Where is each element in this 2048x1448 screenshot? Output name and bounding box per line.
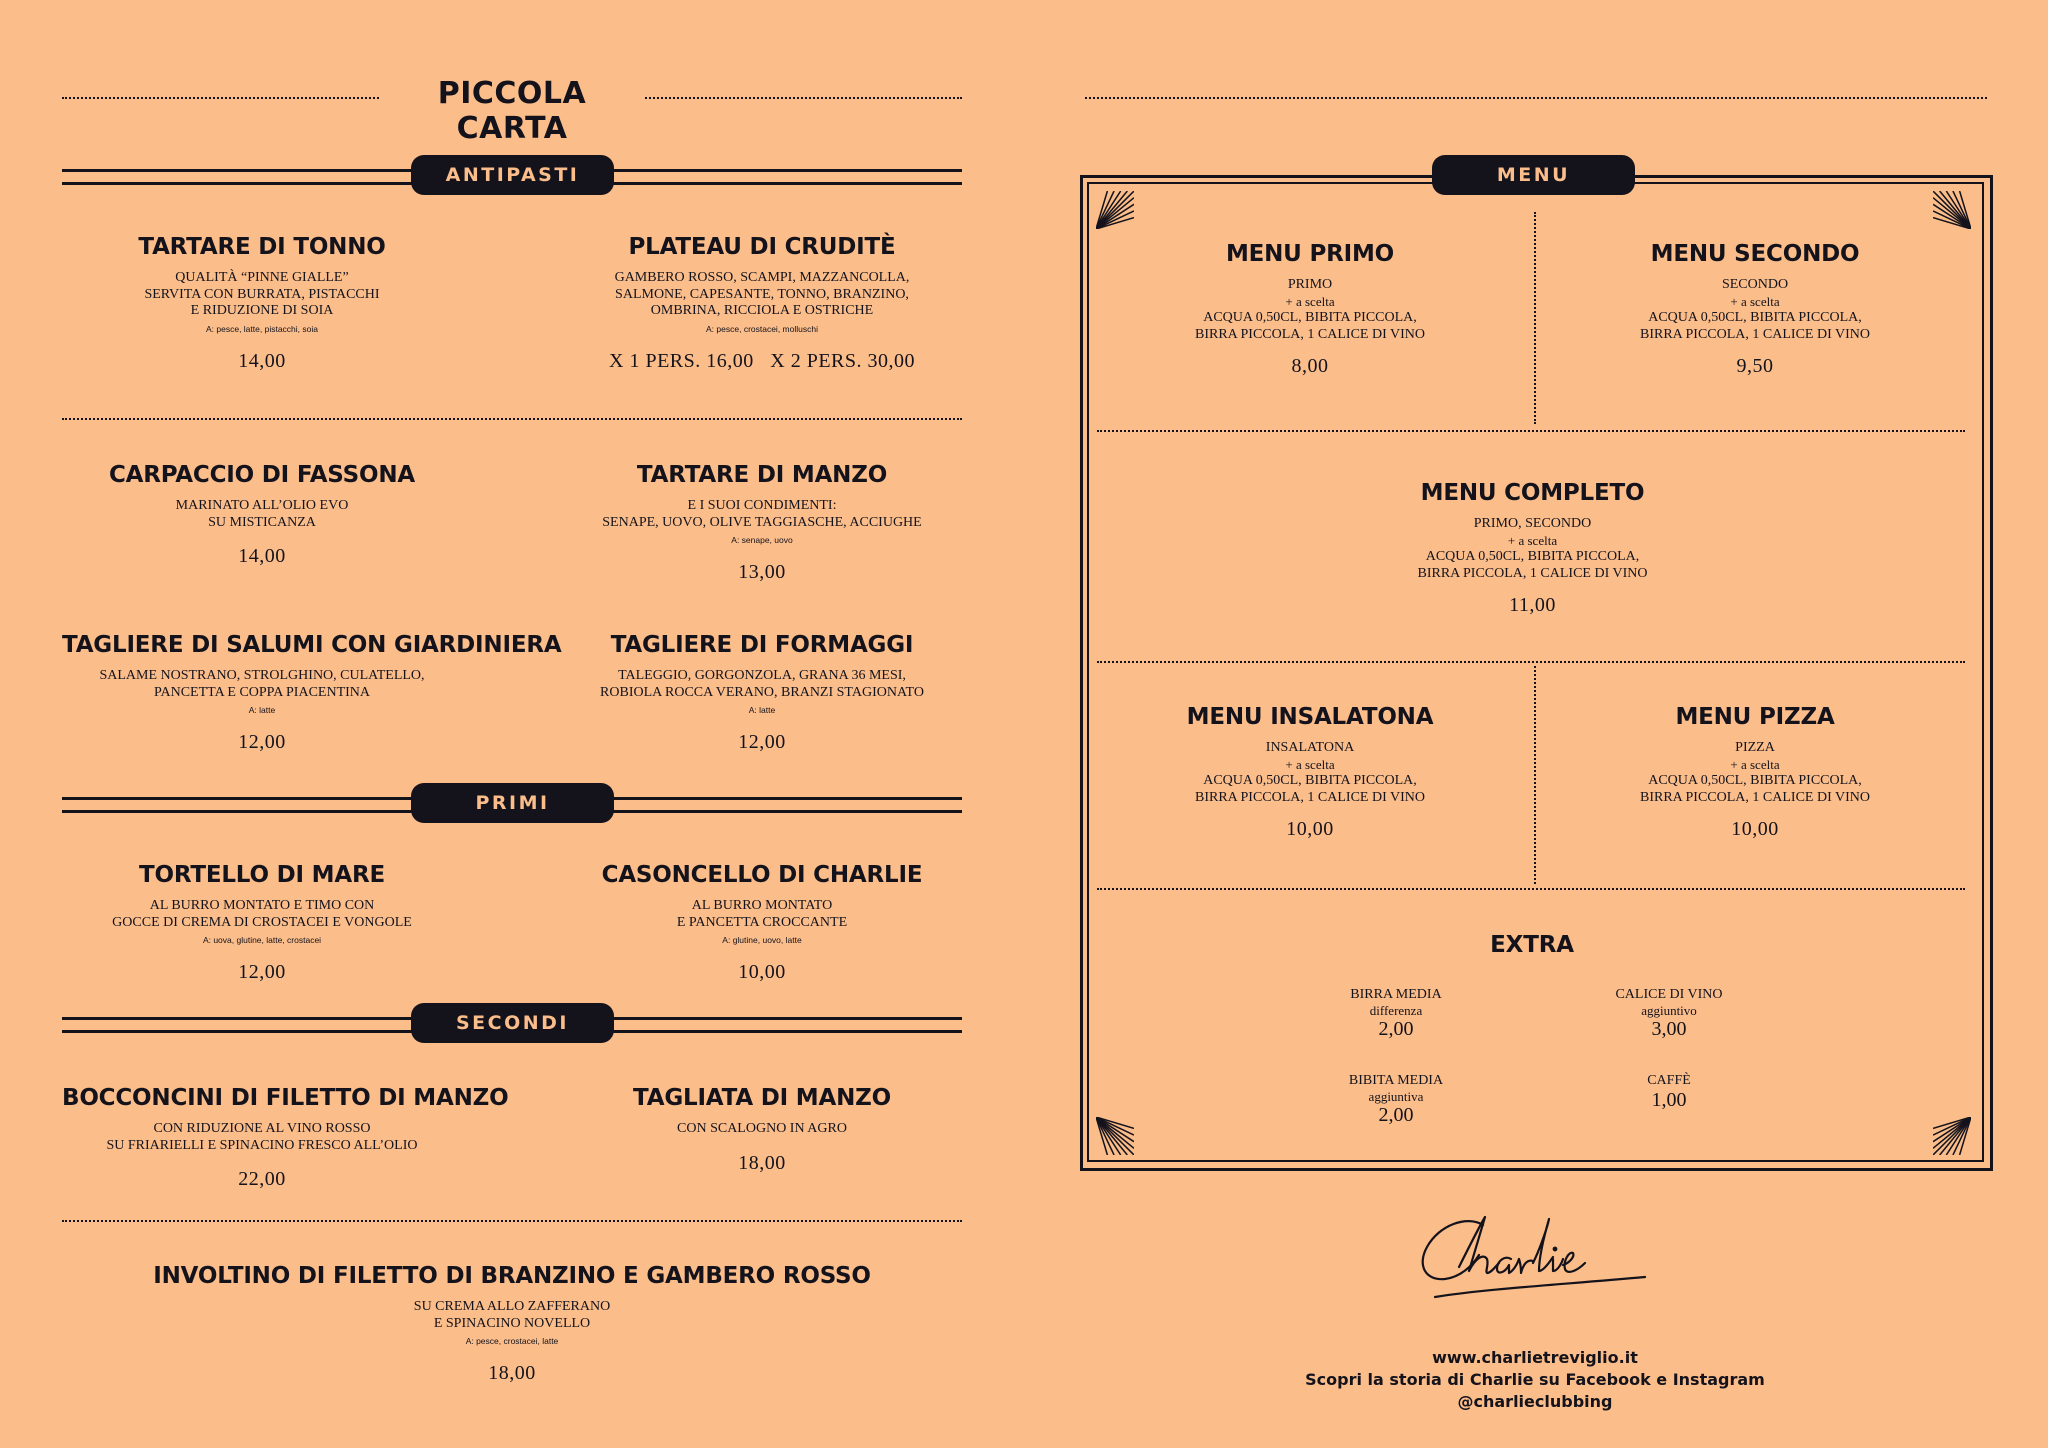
dish-desc: E RIDUZIONE DI SOIA — [190, 303, 334, 318]
extra-price: 2,00 — [1378, 1018, 1414, 1040]
dish-price: 14,00 — [238, 545, 286, 567]
fan-corner-icon — [1933, 191, 1971, 229]
dish-desc: SERVITA CON BURRATA, PISTACCHI — [144, 286, 380, 302]
dish-desc: E SPINACINO NOVELLO — [433, 1315, 591, 1331]
menu-main: PRIMO — [1287, 277, 1333, 292]
menu-main: PIZZA — [1735, 740, 1775, 755]
menu-pizza — [1565, 702, 1945, 842]
dish-allergens: A: pesce, crostacei, latte — [465, 1336, 559, 1346]
dish-desc: GOCCE DI CREMA DI CROSTACEI E VONGOLE — [112, 914, 412, 930]
menu-name: MENU INSALATONA — [1186, 704, 1434, 730]
menu-price: 8,00 — [1291, 355, 1329, 377]
menu-insalatona — [1120, 702, 1500, 842]
extra-price: 1,00 — [1651, 1089, 1687, 1111]
dish-price: 14,00 — [238, 349, 286, 372]
dish-desc: MARINATO ALL’OLIO EVO — [175, 498, 349, 513]
menu-choice: + a scelta — [1507, 532, 1558, 548]
extra-price: 3,00 — [1651, 1018, 1687, 1040]
menu-line: ACQUA 0,50CL, BIBITA PICCOLA, — [1648, 773, 1862, 788]
menu-line: ACQUA 0,50CL, BIBITA PICCOLA, — [1203, 773, 1417, 788]
dish-tagliere-di-salumi — [62, 630, 562, 755]
dish-desc: SU CREMA ALLO ZAFFERANO — [413, 1299, 611, 1314]
menu-line: BIRRA PICCOLA, 1 CALICE DI VINO — [1195, 326, 1425, 342]
dish-name: INVOLTINO DI FILETTO DI BRANZINO E GAMBERO ROSSO — [153, 1263, 871, 1289]
section-label-primi: PRIMI — [411, 783, 614, 823]
dish-price: 18,00 — [488, 1362, 536, 1384]
dish-desc: SU MISTICANZA — [208, 514, 316, 530]
dish-price: 12,00 — [738, 731, 786, 753]
dish-allergens: A: glutine, uovo, latte — [722, 935, 802, 945]
dish-desc: ROBIOLA ROCCA VERANO, BRANZI STAGIONATO — [600, 684, 924, 700]
dish-tartare-di-tonno — [62, 232, 462, 374]
dish-desc: E I SUOI CONDIMENTI: — [687, 498, 837, 513]
dish-name: TAGLIATA DI MANZO — [633, 1085, 891, 1111]
dish-desc: SALAME NOSTRANO, STROLGHINO, CULATELLO, — [99, 668, 425, 683]
menu-choice: + a scelta — [1730, 293, 1780, 309]
dish-allergens: A: uova, glutine, latte, crostacei — [202, 935, 322, 945]
dish-desc: AL BURRO MONTATO — [691, 898, 833, 913]
dish-name: TARTARE DI MANZO — [636, 462, 888, 488]
dish-desc: OMBRINA, RICCIOLA E OSTRICHE — [650, 303, 874, 318]
extra-item-bibita-media — [1296, 1072, 1496, 1126]
fan-corner-icon — [1096, 191, 1134, 229]
extra-label: CALICE DI VINO — [1615, 987, 1723, 1002]
dish-desc: AL BURRO MONTATO E TIMO CON — [149, 898, 375, 913]
menu-choice: + a scelta — [1730, 756, 1780, 772]
dish-carpaccio-di-fassona — [62, 460, 462, 569]
dish-casoncello-di-charlie — [562, 860, 962, 985]
row-divider — [62, 418, 962, 420]
dish-desc: SALMONE, CAPESANTE, TONNO, BRANZINO, — [615, 286, 909, 302]
extra-title: EXTRA — [1490, 932, 1574, 958]
dish-price: 22,00 — [238, 1168, 286, 1190]
dish-desc: CON SCALOGNO IN AGRO — [677, 1121, 847, 1136]
menu-price: 11,00 — [1509, 594, 1556, 616]
dish-price: 10,00 — [738, 961, 786, 983]
menu-row-divider — [1097, 430, 1965, 432]
footer-social: Scopri la storia di Charlie su Facebook e Instagram — [1305, 1370, 1765, 1389]
menu-completo — [1340, 478, 1725, 618]
dish-desc: CON RIDUZIONE AL VINO ROSSO — [153, 1121, 371, 1136]
dish-name: TAGLIERE DI SALUMI CON GIARDINIERA — [62, 632, 562, 658]
dish-tagliata-di-manzo — [562, 1083, 962, 1176]
dish-allergens: A: latte — [248, 705, 276, 715]
dish-allergens: A: senape, uovo — [731, 535, 793, 545]
menu-row-divider — [1097, 888, 1965, 890]
dish-name: CASONCELLO DI CHARLIE — [601, 862, 923, 888]
dish-allergens: A: latte — [748, 705, 776, 715]
fan-corner-icon — [1933, 1117, 1971, 1155]
extra-label: BIBITA MEDIA — [1348, 1073, 1444, 1088]
dish-desc: PANCETTA E COPPA PIACENTINA — [153, 684, 371, 700]
menu-name: MENU SECONDO — [1650, 241, 1860, 267]
top-divider — [1085, 97, 1987, 99]
dish-allergens: A: pesce, crostacei, molluschi — [706, 323, 818, 334]
dish-name: CARPACCIO DI FASSONA — [108, 462, 416, 488]
menu-column-divider — [1534, 212, 1536, 424]
menu-line: ACQUA 0,50CL, BIBITA PICCOLA, — [1425, 549, 1640, 564]
dish-name: TAGLIERE DI FORMAGGI — [610, 632, 914, 658]
dish-name: PLATEAU DI CRUDITÈ — [628, 234, 896, 260]
section-label-secondi: SECONDI — [411, 1003, 614, 1043]
dish-price: 13,00 — [738, 561, 786, 583]
dish-desc: TALEGGIO, GORGONZOLA, GRANA 36 MESI, — [618, 668, 906, 683]
dish-name: BOCCONCINI DI FILETTO DI MANZO — [62, 1085, 509, 1111]
dish-desc: GAMBERO ROSSO, SCAMPI, MAZZANCOLLA, — [614, 270, 910, 285]
extra-sub: aggiuntiva — [1368, 1089, 1424, 1104]
dish-tartare-di-manzo — [562, 460, 962, 585]
menu-primo — [1120, 239, 1500, 379]
dish-bocconcini-di-filetto — [62, 1083, 509, 1192]
extra-section — [1432, 930, 1632, 968]
dish-tagliere-di-formaggi — [562, 630, 962, 755]
dish-name: TARTARE DI TONNO — [138, 234, 386, 260]
extra-item-birra-media — [1296, 986, 1496, 1040]
row-divider — [62, 1220, 962, 1222]
footer-handle[interactable]: @charlieclubbing — [1457, 1392, 1613, 1411]
dish-desc: E PANCETTA CROCCANTE — [676, 914, 848, 930]
extra-item-caffe — [1569, 1072, 1769, 1111]
menu-name: MENU PIZZA — [1675, 704, 1835, 730]
dish-price: 18,00 — [738, 1151, 786, 1174]
page-title: PICCOLA CARTA — [380, 76, 644, 146]
menu-secondo — [1565, 239, 1945, 379]
extra-label: BIRRA MEDIA — [1350, 987, 1442, 1002]
fan-corner-icon — [1096, 1117, 1134, 1155]
dish-desc: QUALITÀ “PINNE GIALLE” — [175, 270, 349, 285]
menu-main: SECONDO — [1721, 277, 1789, 292]
menu-line: BIRRA PICCOLA, 1 CALICE DI VINO — [1640, 789, 1870, 805]
dish-tortello-di-mare — [62, 860, 462, 985]
section-label-antipasti: ANTIPASTI — [411, 155, 614, 195]
menu-line: ACQUA 0,50CL, BIBITA PICCOLA, — [1648, 310, 1862, 325]
menu-row-divider — [1097, 661, 1965, 663]
extra-sub: aggiuntivo — [1641, 1003, 1697, 1018]
menu-choice: + a scelta — [1285, 293, 1335, 309]
menu-column-divider — [1534, 666, 1536, 884]
menu-main: INSALATONA — [1265, 740, 1355, 755]
extra-label: CAFFÈ — [1647, 1073, 1691, 1088]
menu-price: 10,00 — [1731, 818, 1779, 840]
menu-main: PRIMO, SECONDO — [1473, 516, 1592, 531]
menu-line: BIRRA PICCOLA, 1 CALICE DI VINO — [1640, 326, 1870, 342]
dish-plateau-di-crudite — [562, 232, 962, 374]
menu-line: BIRRA PICCOLA, 1 CALICE DI VINO — [1195, 789, 1425, 805]
menu-line: ACQUA 0,50CL, BIBITA PICCOLA, — [1203, 310, 1417, 325]
menu-name: MENU COMPLETO — [1420, 480, 1645, 506]
section-label-menu: MENU — [1432, 155, 1635, 195]
dish-price: 12,00 — [238, 731, 286, 753]
dish-allergens: A: pesce, latte, pistacchi, soia — [206, 323, 318, 334]
charlie-logo — [1415, 1207, 1655, 1313]
extra-price: 2,00 — [1378, 1104, 1414, 1126]
menu-choice: + a scelta — [1285, 756, 1335, 772]
extra-item-calice-di-vino — [1569, 986, 1769, 1040]
dish-price: 12,00 — [238, 961, 286, 983]
dish-name: TORTELLO DI MARE — [139, 862, 385, 888]
menu-price: 9,50 — [1736, 355, 1774, 377]
dish-involtino-di-branzino — [112, 1261, 912, 1386]
footer-website[interactable]: www.charlietreviglio.it — [1432, 1348, 1638, 1367]
dish-desc: SENAPE, UOVO, OLIVE TAGGIASCHE, ACCIUGHE — [602, 514, 922, 530]
menu-name: MENU PRIMO — [1225, 241, 1395, 267]
menu-line: BIRRA PICCOLA, 1 CALICE DI VINO — [1417, 565, 1648, 581]
menu-price: 10,00 — [1286, 818, 1334, 840]
dish-desc: SU FRIARIELLI E SPINACINO FRESCO ALL’OLIO — [106, 1137, 418, 1153]
extra-sub: differenza — [1369, 1003, 1423, 1018]
dish-price: X 1 PERS. 16,00 X 2 PERS. 30,00 — [609, 349, 915, 372]
